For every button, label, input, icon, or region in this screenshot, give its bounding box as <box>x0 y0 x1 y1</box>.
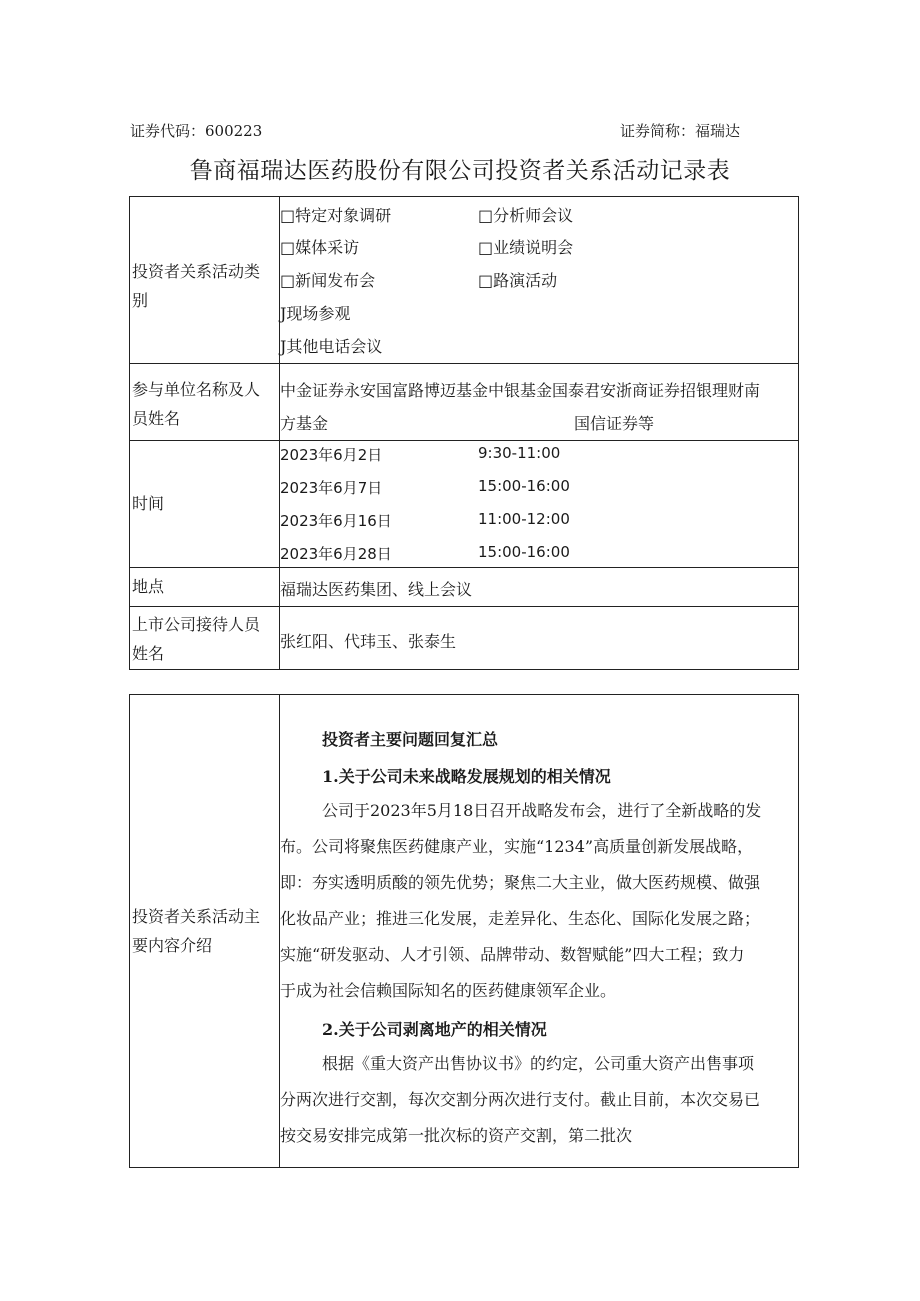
time-range: 15:00-16:00 <box>478 477 570 495</box>
option-analyst-meeting: □分析师会议 <box>478 206 574 225</box>
participants-line2a: 方基金 <box>280 414 329 433</box>
section-title: 2.关于公司剥离地产的相关情况 <box>322 1020 547 1039</box>
paragraph-line: 根据《重大资产出售协议书》的约定，公司重大资产出售事项 <box>322 1054 755 1073</box>
activity-record-table <box>129 196 799 670</box>
time-range: 15:00-16:00 <box>478 543 570 561</box>
option-site-visit: J现场参观 <box>280 304 351 323</box>
time-date: 2023年6月28日 <box>280 545 392 563</box>
time-date: 2023年6月2日 <box>280 446 383 464</box>
paragraph-line: 公司于2023年5月18日召开战略发布会，进行了全新战略的发 <box>322 801 762 820</box>
time-date: 2023年6月7日 <box>280 479 383 497</box>
header-stock-code: 证券代码：600223 <box>130 122 263 140</box>
reception-value: 张红阳、代玮玉、张泰生 <box>280 632 457 651</box>
time-range: 9:30-11:00 <box>478 444 561 462</box>
content-heading: 投资者主要问题回复汇总 <box>322 730 499 749</box>
paragraph-line: 即：夯实透明质酸的领先优势；聚焦二大主业，做大医药规模、做强 <box>280 873 761 892</box>
option-press-conference: □新闻发布会 <box>280 271 376 290</box>
option-media-interview: □媒体采访 <box>280 238 360 257</box>
paragraph-line: 于成为社会信赖国际知名的医药健康领军企业。 <box>280 981 617 1000</box>
section-title: 1.关于公司未来战略发展规划的相关情况 <box>322 767 611 786</box>
option-other-conference-call: J其他电话会议 <box>280 337 383 356</box>
option-roadshow: □路演活动 <box>478 271 558 290</box>
paragraph-line: 化妆品产业；推进三化发展，走差异化、生态化、国际化发展之路； <box>280 909 761 928</box>
document-title: 鲁商福瑞达医药股份有限公司投资者关系活动记录表 <box>189 158 731 184</box>
location-value: 福瑞达医药集团、线上会议 <box>280 580 473 599</box>
row-divider <box>130 567 798 568</box>
option-specific-research: □特定对象调研 <box>280 206 392 225</box>
reception-label: 上市公司接待人员 姓名 <box>132 615 261 663</box>
participants-line1: 中金证券永安国富路博迈基金中银基金国泰君安浙商证券招银理财南 <box>280 381 761 400</box>
content-label: 投资者关系活动主 要内容介绍 <box>132 907 261 955</box>
time-date: 2023年6月16日 <box>280 512 392 530</box>
row-divider <box>130 606 798 607</box>
paragraph-line: 实施“研发驱动、人才引领、品牌带动、数智赋能”四大工程；致力 <box>280 945 745 964</box>
location-label: 地点 <box>132 577 165 596</box>
participants-label: 参与单位名称及人 员姓名 <box>132 380 261 428</box>
activity-type-label: 投资者关系活动类 别 <box>132 262 261 310</box>
activity-content-table <box>129 694 799 1168</box>
participants-line2b: 国信证券等 <box>574 414 655 433</box>
header-stock-abbr: 证券简称：福瑞达 <box>620 122 741 140</box>
paragraph-line: 按交易安排完成第一批次标的资产交割，第二批次 <box>280 1126 633 1145</box>
paragraph-line: 分两次进行交割，每次交割分两次进行支付。截止目前，本次交易已 <box>280 1090 761 1109</box>
row-divider <box>130 363 798 364</box>
row-divider <box>130 440 798 441</box>
option-earnings-briefing: □业绩说明会 <box>478 238 574 257</box>
paragraph-line: 布。公司将聚焦医药健康产业，实施“1234”高质量创新发展战略， <box>280 837 754 856</box>
time-range: 11:00-12:00 <box>478 510 570 528</box>
time-label: 时间 <box>132 494 165 513</box>
